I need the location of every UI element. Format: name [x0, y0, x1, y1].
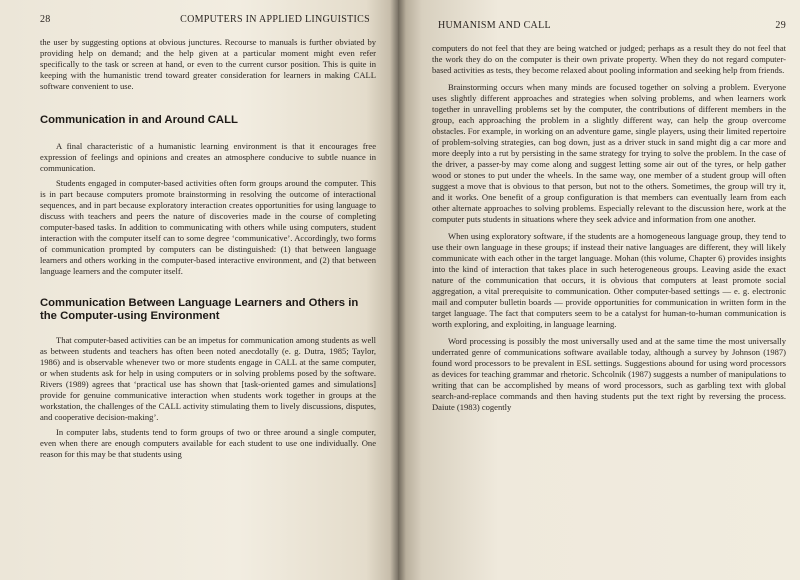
right-running-head — [432, 20, 786, 31]
page-number-right: 29 — [775, 20, 786, 31]
paragraph: Word processing is possibly the most universally used and at the same time the most universally underrated genre of communications software available today, although a survey by Johnson (1987) found word processors to be prevalent in ESL settings. Suggestions abound for using word processors as devices for teaching grammar and rhetoric. Schcolnik (1987) suggests a number of manipulations to writing that can be accomplished by means of word processors, such as garbling text with global search-and-replace commands and then having students put the text right by reversing the process. Daiute (1983) cogently — [432, 336, 786, 412]
page-number-left: 28 — [40, 14, 51, 25]
paragraph: A final characteristic of a humanistic learning environment is that it encourages free expression of feelings and opinions and creates an atmosphere conducive to subtle nuance in communication. — [40, 141, 376, 173]
running-head-title-right: HUMANISM AND CALL — [438, 20, 551, 31]
right-opening-paragraph: computers do not feel that they are being watched or judged; perhaps as a result they do not feel that the work they do on the computer is their own private property. When they do not regard computer-based activities as tests, they become relaxed about pooling information and seeking help from friends. — [432, 43, 786, 75]
paragraph: When using exploratory software, if the students are a homogeneous language group, they tend to use their own language in these groups; if instead their native languages are different, they will likely communicate with each other in the target language. Mohan (this volume, Chapter 6) provides insights into the kind of interaction that takes place in such heterogeneous groups. Leaving aside the exact nature of the communication that occurs, it is obvious that computers at least promote social aggregation, a vital prerequisite to communication. Other computer-based settings — e. g. electronic mail and computer bulletin boards — provide opportunities for communication in written form in the target language. The fact that computers seem to be a catalyst for human-to-human communication is worth exploring, and exploiting, in language learning. — [432, 231, 786, 329]
paragraph: Students engaged in computer-based activities often form groups around the computer. This is in part because computers promote brainstorming in resolving the outcome of interactional sequences, and in part because exploratory interaction creates opportunities for using language to discuss with teachers and peers the nature of discoveries made in the course of completing computer-based tasks. In addition to communicating with others while using computers, student interaction with the computer itself can to some degree ‘communicative’. Accordingly, two forms of communication prompted by computers can be distinguished: (1) that between language learners and others working in the computer-based interactive environment, and (2) that between language learners and the computer itself. — [40, 178, 376, 276]
running-head-title-left: COMPUTERS IN APPLIED LINGUISTICS — [180, 14, 370, 25]
paragraph: Brainstorming occurs when many minds are focused together on solving a problem. Everyone uses slightly different approaches and strategies when solving problems, and when learners work together in unravelling problems set by the computer, the contributions of different members in the group, each approaching the problem in a slightly different way, can help the group overcome obstacles. For example, in working on an adventure game, single players, using their limited repertoire of problem-solving strategies, can bog down, just as a driver stuck in sand might dig a car more and more deeply into a rut by persisting in the same strategy for trying to solve the problem. In the case of the driver, a passer-by may come along and suggest letting some air out of the tyres, or help gather wood or stones to put under the wheels. In the same way, one member of a student group will often suggest a move that is obvious to that person, but not to the others. Sometimes, the group will try it, and it works. One benefit of a group configuration is that members can eventually learn from each other alternate approaches to solving problems. Especially relevant to the discussion here, work at the computer puts students in situations where they seek advice and information from one another. — [432, 82, 786, 224]
section-heading-learners-and-others: Communication Between Language Learners and Others in the Computer-using Environment — [40, 297, 359, 322]
right-page — [398, 0, 800, 580]
left-opening-paragraph: the user by suggesting options at obvious junctures. Recourse to manuals is further obviated by providing help on demand; and the help given at a particular moment might even refer specifically to the task or screen at hand, or even to the current cursor position. This is quite in keeping with the humanistic trend toward greater consideration for learners in making CALL software convenient to use. — [40, 37, 376, 91]
section-heading-communication: Communication in and Around CALL — [40, 114, 238, 126]
paragraph: That computer-based activities can be an impetus for communication among students as well as between students and teachers has often been noted anecdotally (e. g. Dutra, 1985; Taylor, 1986) and is observable whenever two or more students engage in CALL at the same computer, or when students ask for help in using computers or in solving problems posed by the software. Rivers (1989) agrees that ‘practical use has shown that [task-oriented games and simulations] provide for genuine communicative interaction when students work together in groups at the workstation, the challenges of the CALL activity stimulating them to lively discussions, disputes, and cooperative decision-making’. — [40, 335, 376, 422]
left-running-head — [40, 14, 376, 25]
paragraph: In computer labs, students tend to form groups of two or three around a single computer, even when there are enough computers available for each student to use one individually. One reason for this may be that students using — [40, 427, 376, 459]
left-page — [0, 0, 398, 580]
